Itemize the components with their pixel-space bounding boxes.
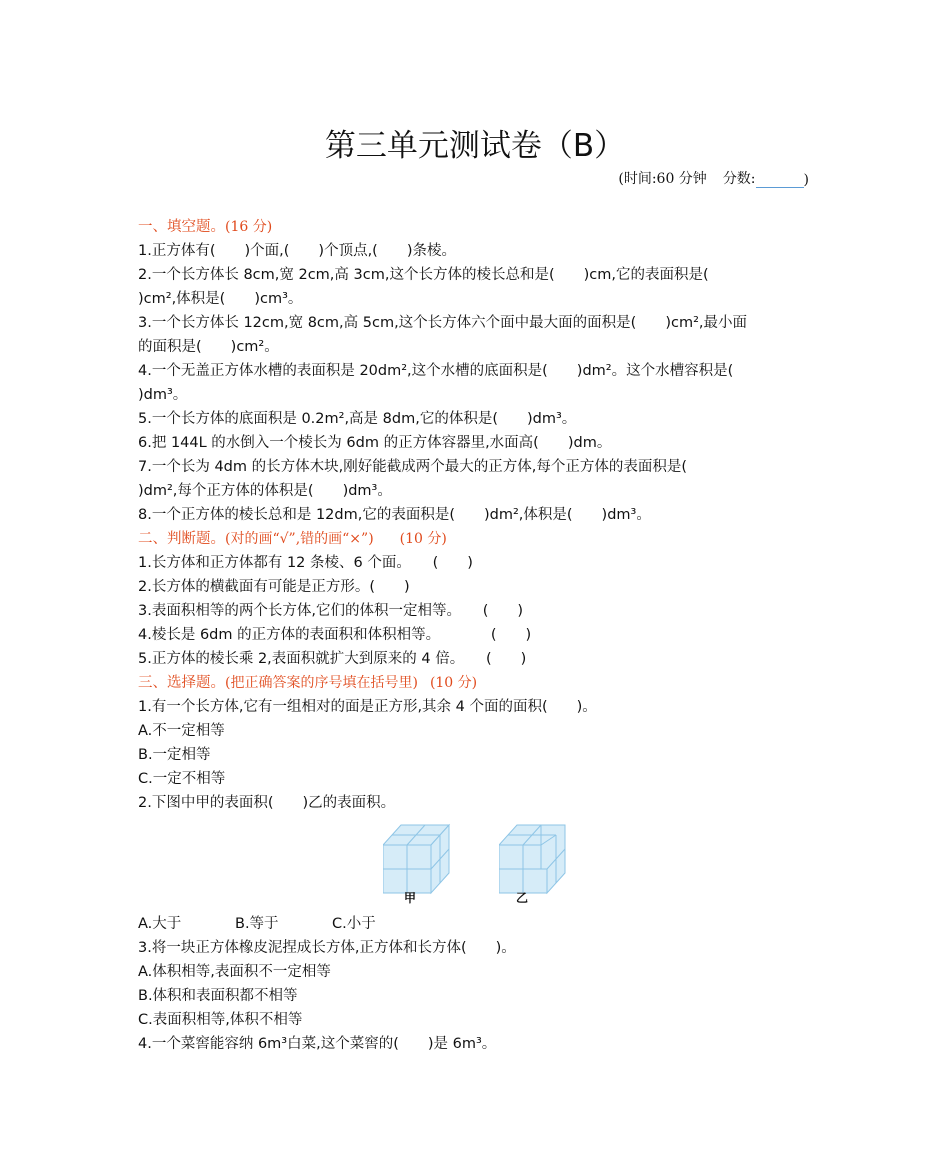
fill-line: 8.一个正方体的棱长总和是 12dm,它的表面积是( )dm²,体积是( )dm³。 (138, 507, 651, 523)
fill-line: 的面积是( )cm²。 (138, 339, 279, 355)
judge-line: 5.正方体的棱长乘 2,表面积就扩大到原来的 4 倍。 ( ) (138, 651, 527, 667)
choice-question: 2.下图中甲的表面积( )乙的表面积。 (138, 795, 396, 811)
choice-option: C.一定不相等 (138, 771, 226, 787)
meta-close: ) (803, 172, 809, 188)
exam-content (138, 215, 818, 1056)
choice-option: B.体积和表面积都不相等 (138, 988, 298, 1004)
section-points: (10 分) (429, 675, 478, 691)
choice-option: C.小于 (332, 916, 376, 932)
choice-question: 1.有一个长方体,它有一组相对的面是正方形,其余 4 个面的面积( )。 (138, 699, 597, 715)
figure-label-yi: 乙 (515, 891, 528, 905)
section-points: (10 分) (399, 531, 447, 547)
choice-question: 4.一个菜窖能容纳 6m³白菜,这个菜窖的( )是 6m³。 (138, 1036, 497, 1052)
judge-line: 4.棱长是 6dm 的正方体的表面积和体积相等。 ( ) (138, 627, 532, 643)
fill-line: 5.一个长方体的底面积是 0.2m²,高是 8dm,它的体积是( )dm³。 (138, 411, 577, 427)
cube-figure-jia (383, 823, 453, 895)
score-blank[interactable] (756, 171, 804, 188)
fill-line: 3.一个长方体长 12cm,宽 8cm,高 5cm,这个长方体六个面中最大面的面积是( )cm²,最小面 (138, 315, 748, 331)
page-title: 第三单元测试卷（B） (324, 128, 626, 164)
section-judge-heading (138, 527, 818, 551)
fill-line: 2.一个长方体长 8cm,宽 2cm,高 3cm,这个长方体的棱长总和是( )cm,它的表面积是( (138, 267, 709, 283)
fill-line: 4.一个无盖正方体水槽的表面积是 20dm²,这个水槽的底面积是( )dm²。这个水槽容积是( (138, 363, 734, 379)
section-fill-heading (138, 215, 818, 239)
judge-line: 3.表面积相等的两个长方体,它们的体积一定相等。 ( ) (138, 603, 524, 619)
fill-line: 7.一个长为 4dm 的长方体木块,刚好能截成两个最大的正方体,每个正方体的表面积是( (138, 459, 687, 475)
section-note: (把正确答案的序号填在括号里) (225, 675, 418, 691)
judge-line: 1.长方体和正方体都有 12 条棱、6 个面。 ( ) (138, 555, 473, 571)
choice-option: A.大于 (138, 916, 182, 932)
choice-option: A.不一定相等 (138, 723, 225, 739)
choice-question: 3.将一块正方体橡皮泥捏成长方体,正方体和长方体( )。 (138, 940, 516, 956)
choice-option: A.体积相等,表面积不一定相等 (138, 964, 331, 980)
cube-figure-yi (499, 823, 569, 895)
fill-line: 6.把 144L 的水倒入一个棱长为 6dm 的正方体容器里,水面高( )dm。 (138, 435, 612, 451)
exam-meta (618, 168, 809, 188)
section-title: 二、判断题。 (138, 531, 225, 547)
choice-option: B.等于 (235, 916, 279, 932)
fill-line: )cm²,体积是( )cm³。 (138, 291, 303, 307)
section-points: (16 分) (225, 219, 273, 235)
section-title: 一、填空题。 (138, 219, 225, 235)
section-title: 三、选择题。 (138, 675, 225, 691)
figure-label-jia: 甲 (403, 891, 416, 905)
choice-option: C.表面积相等,体积不相等 (138, 1012, 303, 1028)
fill-line: )dm³。 (138, 387, 188, 403)
choice-option: B.一定相等 (138, 747, 211, 763)
section-choice-heading (138, 671, 818, 695)
fill-line: 1.正方体有( )个面,( )个顶点,( )条棱。 (138, 243, 456, 259)
fill-line: )dm²,每个正方体的体积是( )dm³。 (138, 483, 392, 499)
section-note: (对的画“√”,错的画“×”) (225, 531, 374, 547)
time-limit: (时间:60 分钟 (618, 171, 707, 187)
judge-line: 2.长方体的横截面有可能是正方形。( ) (138, 579, 410, 595)
score-label: 分数: (722, 171, 756, 187)
cube-figures (138, 815, 818, 912)
choice-options-row (138, 912, 818, 936)
